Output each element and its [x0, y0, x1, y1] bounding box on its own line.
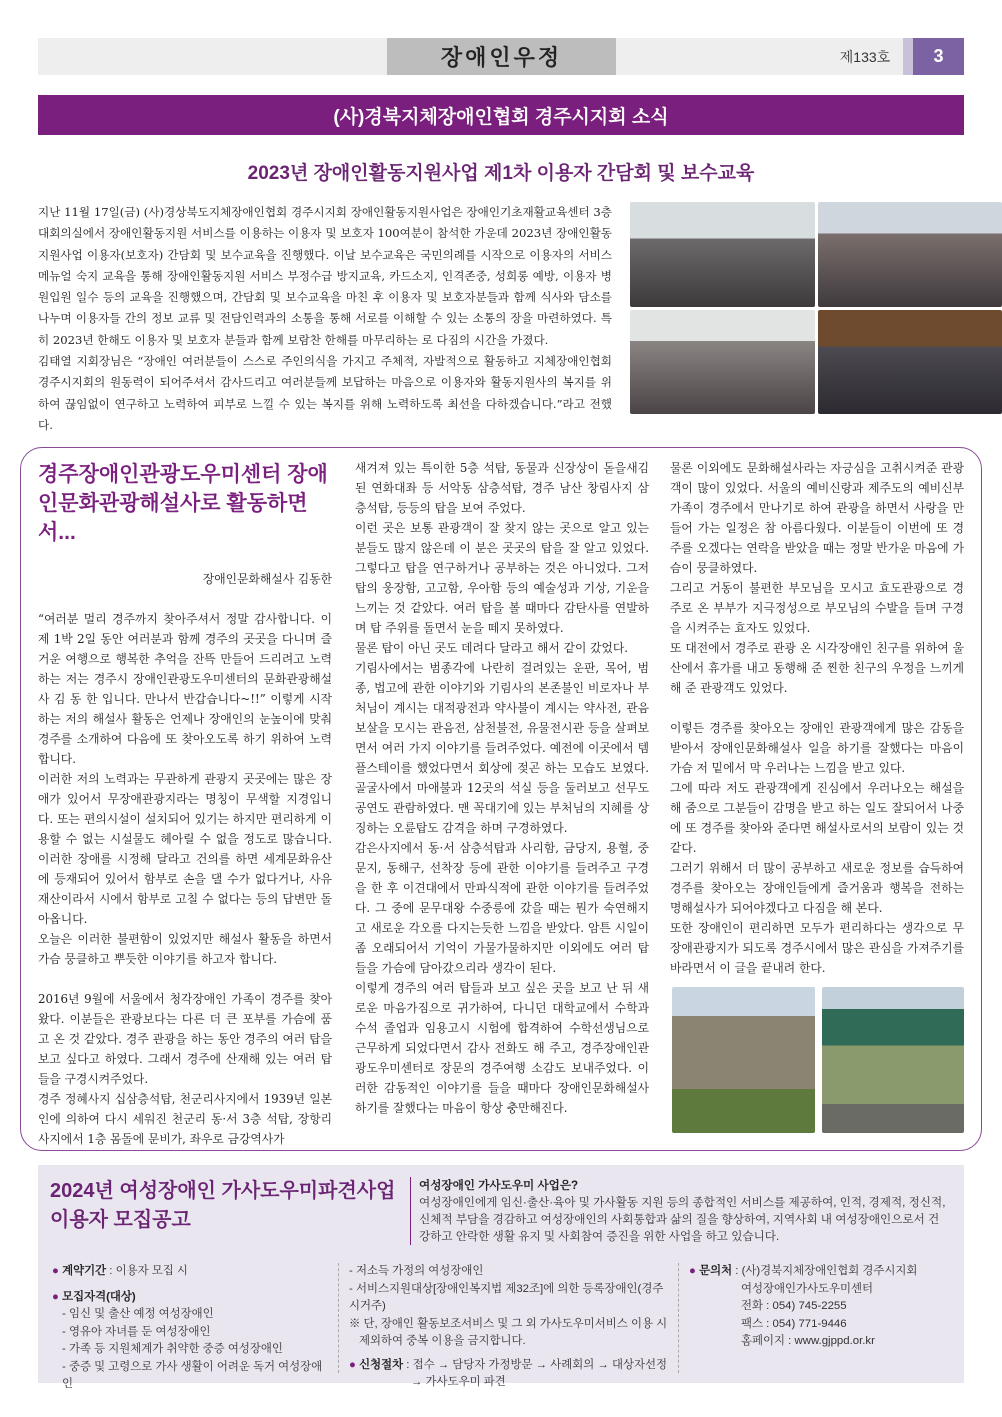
note: ※ 단, 장애인 활동보조서비스 및 그 외 가사도우미서비스 이용 시 [349, 1317, 668, 1330]
notice-intro [410, 1177, 950, 1245]
paragraph: 그리고 거동이 불편한 부모님을 모시고 효도관광으로 경주로 온 부부가 지극정성으로 부모님의 수발을 들며 구경을 시켜주는 효자도 있었다. [670, 581, 964, 635]
photo-meeting [630, 202, 815, 307]
column-1 [38, 458, 332, 1149]
section-banner: (사)경북지체장애인협회 경주시지회 소식 [38, 95, 964, 135]
intro-heading: 여성장애인 가사도우미 사업은? [419, 1179, 579, 1192]
paragraph: 기림사에서는 범종각에 나란히 걸려있는 운판, 목어, 범종, 법고에 관한 이야기와 기림사의 본존불인 비로자나 부처님이 계시는 대적광전과 약사불이 계시는 약사전, 관음보살을 모시는 관음전, 삼천불전, 유물전시관 등을 살펴보면서 여러 가지 이야기를 들려주었다. 예전에 이곳에서 템플스테이를 했었다면서 회상에 젖곤 하는 모습도 보였다. 골굴사에서 마애불과 12곳의 석실 등을 둘러보고 선무도 공연도 관람하였다. 맨 꼭대기에 있는 부처님의 지혜를 상징하는 오륜탑도 감격을 하며 구경하였다. [355, 661, 649, 835]
photo-temple-gate [822, 987, 965, 1133]
bullet-icon: ● [689, 1265, 696, 1277]
paragraph: 물론 탑이 아닌 곳도 데려다 달라고 해서 같이 갔었다. [355, 641, 629, 655]
photo-row [672, 987, 964, 1133]
list-item: - 임신 및 출산 예정 여성장애인 [62, 1308, 214, 1320]
bullet-icon: ● [349, 1358, 356, 1371]
list-item: - 저소득 가정의 여성장애인 [349, 1265, 484, 1277]
value: (사)경북지체장애인협회 경주시지회 [741, 1265, 918, 1277]
paragraph: 지난 11월 17일(금) (사)경상북도지체장애인협회 경주시지회 장애인활동지원사업은 장애인기초재활교육센터 3층 대회의실에서 장애인활동지원 서비스를 이용하는 이용자 및 보호자 100여분이 참석한 가운데 2023년 장애인활동지원사업 이용자(보호자) 간담회 및 보수교육을 진행했다. 이날 보수교육은 국민의례를 시작으로 이용자의 서비스 메뉴얼 숙지 교육을 통해 장애인활동지원 서비스 부정수급 방지교육, 카드소지, 인격존중, 성희롱 예방, 이용자 병원입원 일수 등의 교육을 진행했으며, 간담회 및 보수교육을 마친 후 이용자 및 보호자분들과 함께 식사와 담소를 나누며 이용자들 간의 정보 교류 및 전담인력과의 소통을 통해 서로를 이해할 수 있는 소통의 장을 마련하였다. 특히 2023년 한해도 이용자 및 보호자 분들과 함께 보람찬 한해를 마무리하는 로 다짐의 시간을 가졌다. [38, 205, 612, 347]
list-item: - 중증 및 고령으로 가사 생활이 어려운 독거 여성장애인 [62, 1360, 323, 1390]
article-title: 2023년 장애인활동지원사업 제1차 이용자 간담회 및 보수교육 [247, 163, 755, 184]
paragraph: 이러한 저의 노력과는 무관하게 관광지 곳곳에는 많은 장애가 있어서 무장애관광지라는 명칭이 무색할 지경입니다. 또는 편의시설이 설치되어 있기는 하지만 편리하게 이용할 수 없는 시설물도 헤아릴 수 없을 정도로 많습니다. 이러한 장애를 시정해 달라고 건의를 하면 세계문화유산에 등재되어 있어서 함부로 손을 댈 수가 없다거나, 사유재산이라서 시에서 함부로 고칠 수 없다는 등의 답변만 돌아옵니다. [38, 772, 332, 926]
paragraph: 또한 장애인이 편리하면 모두가 편리하다는 생각으로 무장애관광지가 되도록 경주시에서 많은 관심을 가져주기를 바라면서 이 글을 끝내려 한다. [670, 921, 964, 975]
photo-grid [630, 202, 1002, 414]
intro-text: 여성장애인에게 임신·출산·육아 및 가사활동 지원 등의 종합적인 서비스를 제공하여, 인적, 경제적, 정신적, 신체적 부담을 경감하고 여성장애인의 사회통합과 삶의 질을 향상하여, 지역사회 내 여성장애인으로서 건강하고 안락한 생활 유지 및 사회참여 증진을 위한 사업을 하고 있습니다. [419, 1196, 946, 1243]
homepage-link[interactable]: 홈페이지 : www.gjppd.or.kr [741, 1335, 875, 1347]
byline: 장애인문화해설사 김동한 [202, 572, 332, 586]
paragraph: 감은사지에서 동·서 삼층석탑과 사리함, 금당지, 용혈, 중문지, 동해구, 선착장 등에 관한 이야기를 들려주고 구경을 한 후 이견대에서 만파식적에 관한 이야기를 들려주었다. 그 중에 문무대왕 수중릉에 갔을 때는 뭔가 숙연해지고 새로운 각오를 다지는듯한 느낌을 받았다. 암튼 시일이 좀 오래되어서 기억이 가물가물하지만 이외에도 여러 탑들을 가슴에 담아갔으리라 생각이 된다. [355, 841, 649, 975]
notice-col-3: ● 문의처 : (사)경북지체장애인협회 경주시지회 여성장애인가사도우미센터 전화 : 054) 745-2255 팩스 : 054) 771-9446 홈페이지 : www.gjppd.or.kr [678, 1263, 948, 1373]
paragraph: 경주 정혜사지 십삼층석탑, 천군리사지에서 1939년 일본인에 의하여 다시 세워진 천군리 동·서 3층 석탑, 장항리사지에서 1층 몸돌에 문비가, 좌우로 금강역사가 [38, 1092, 332, 1146]
feature-title: 경주장애인관광도우미센터 장애인문화관광해설사로 활동하면서... [38, 463, 328, 544]
article-body [38, 202, 798, 436]
list-item: - 서비스지원대상[장애인복지법 제32조]에 의한 등록장애인(경주시거주) [349, 1282, 664, 1312]
phone: 전화 : 054) 745-2255 [741, 1300, 847, 1312]
paragraph: 그에 따라 저도 관광객에게 진심에서 우러나오는 해설을 해 줌으로 그분들이 감명을 받고 하는 일도 잘되어서 나중에 또 경주를 찾아와 준다면 해설사로서의 보람이 있는 것 같다. [670, 781, 964, 855]
photo-meeting [630, 310, 815, 415]
photo-stone-pagoda [672, 987, 815, 1133]
notice-col-1: ● 계약기간 : 이용자 모집 시 ● 모집자격(대상) - 임신 및 출산 예정 여성장애인 - 영유아 자녀를 둔 여성장애인 - 가족 등 지원체계가 취약한 중증 여성장애인 - 중증 및 고령으로 가사 생활이 어려운 독거 여성장애인 [52, 1263, 327, 1394]
notice-title-line: 이용자 모집공고 [50, 1209, 191, 1231]
paragraph: 또 대전에서 경주로 관광 온 시각장애인 친구를 위하여 울산에서 휴가를 내고 동행해 준 찐한 친구의 우정을 느끼게 해 준 관광객도 있었다. [670, 641, 964, 695]
paragraph: 새겨져 있는 특이한 5층 석탑, 동물과 신장상이 돋을새김 된 연화대좌 등 서악동 삼층석탑, 경주 남산 창림사지 삼층석탑, 등등의 탑을 보여 주었다. [355, 461, 649, 515]
issue-number: 제133호 [839, 48, 891, 65]
divider [903, 38, 913, 75]
photo-dinner [818, 310, 1002, 415]
column-2 [355, 458, 649, 1118]
paragraph: “여러분 멀리 경주까지 찾아주셔서 정말 감사합니다. 이제 1박 2일 동안 여러분과 함께 경주의 곳곳을 다니며 즐거운 여행으로 행복한 추억을 잔뜩 만들어 드리려고 노력하는 저는 경주시 장애인관광도우미센터의 문화관광해설사 김 동 한 입니다. 만나서 반갑습니다~!!” 이렇게 시작하는 저의 해설사 활동은 언제나 장애인의 눈높이에 맞춰 경주를 소개하여 다음에 또 찾아오도록 하기 위하여 노력합니다. [38, 612, 332, 766]
photo-meeting [818, 202, 1002, 307]
list-item: - 영유아 자녀를 둔 여성장애인 [62, 1325, 211, 1338]
fax: 팩스 : 054) 771-9446 [741, 1317, 847, 1330]
newsletter-logo: 장애인우정 [387, 38, 616, 75]
bullet-icon: ● [52, 1265, 59, 1277]
value: 여성장애인가사도우미센터 [741, 1282, 874, 1295]
paragraph: 그러기 위해서 더 많이 공부하고 새로운 정보를 습득하여 경주를 찾아오는 장애인들에게 즐거움과 행복을 전하는 명해설사가 되어야겠다고 다짐을 해 본다. [670, 861, 964, 915]
label: 문의처 [699, 1265, 733, 1277]
paragraph: 김태열 지회장님은 “장애인 여러분들이 스스로 주인의식을 가지고 주체적, 자발적으로 활동하고 지체장애인협회 경주시지회의 원동력이 되어주셔서 감사드리고 여러분들께 보답하는 마음으로 이용자와 활동지원사의 복지를 위하여 끊임없이 연구하고 노력하여 피부로 느낄 수 있는 복지를 위해 노력하도록 최선을 다하겠습니다.”라고 전했다. [38, 354, 612, 432]
notice-box [38, 1165, 964, 1390]
value: → 가사도우미 파견 [411, 1376, 506, 1388]
notice-col-2: - 저소득 가정의 여성장애인 - 서비스지원대상[장애인복지법 제32조]에 의한 등록장애인(경주시거주) ※ 단, 장애인 활동보조서비스 및 그 외 가사도우미서비스 이용 시 제외하여 중복 이용을 금지합니다. ● 신청절차 : 접수 → 담당자 가정방문 → 사례회의 → 대상자선정 → 가사도우미 파견 [338, 1263, 668, 1373]
label: 계약기간 [62, 1265, 107, 1277]
list-item: - 가족 등 지원체계가 취약한 중증 여성장애인 [62, 1343, 283, 1355]
notice-title [50, 1177, 395, 1235]
label: 모집자격(대상) [62, 1290, 136, 1303]
label: 신청절차 [359, 1358, 404, 1371]
value: 접수 → 담당자 가정방문 → 사례회의 → 대상자선정 [412, 1358, 667, 1371]
paragraph: 2016년 9월에 서울에서 청각장애인 가족이 경주를 찾아왔다. 이분들은 관광보다는 다른 더 큰 포부를 가슴에 품고 온 것 같았다. 경주 관광을 하는 동안 경주의 여러 탑을 보고 싶다고 하였다. 그래서 경주에 산재해 있는 여러 탑들을 구경시켜주었다. [38, 992, 332, 1086]
note: 제외하여 중복 이용을 금지합니다. [359, 1335, 526, 1347]
bullet-icon: ● [52, 1290, 59, 1303]
notice-title-line: 2024년 여성장애인 가사도우미파견사업 [50, 1180, 396, 1202]
value: 이용자 모집 시 [115, 1265, 188, 1277]
paragraph: 이렇든 경주를 찾아오는 장애인 관광객에게 많은 감동을 받아서 장애인문화해설사 일을 하기를 잘했다는 마음이 가슴 저 밑에서 막 우러나는 느낌을 받고 있다. [670, 721, 964, 775]
paragraph: 이런 곳은 보통 관광객이 잘 찾지 않는 곳으로 알고 있는 분들도 많지 않은데 이 분은 곳곳의 탑을 잘 알고 있었다. 그렇다고 탑을 연구하거나 공부하는 것은 아니었다. 그저 탑의 웅장함, 고고함, 우아함 등의 예술성과 기상, 기운을 느끼는 것 같았다. 여러 탑을 볼 때마다 감탄사를 연발하며 탑 주위를 돌면서 눈을 떼지 못하였다. [355, 521, 649, 635]
page-number: 3 [913, 38, 964, 75]
column-3 [670, 458, 964, 978]
paragraph: 오늘은 이러한 불편함이 있었지만 해설사 활동을 하면서 가슴 뭉클하고 뿌듯한 이야기를 하고자 합니다. [38, 932, 332, 966]
paragraph: 이렇게 경주의 여러 탑들과 보고 싶은 곳을 보고 난 뒤 새로운 마음가짐으로 귀가하여, 다니던 대학교에서 수학과 수석 졸업과 임용고시 시험에 합격하여 수학선생님으로 근무하게 되었다면서 감사 전화도 해 주고, 경주장애인관광도우미센터로 장문의 경주여행 소감도 보내주었다. 이러한 감동적인 이야기를 들을 때마다 장애인문화해설사 하기를 잘했다는 마음이 항상 충만해진다. [355, 981, 649, 1115]
paragraph: 물론 이외에도 문화해설사라는 자긍심을 고취시켜준 관광객이 많이 있었다. 서울의 예비신랑과 제주도의 예비신부 가족이 경주에서 만나기로 하여 관광을 하면서 사랑을 만들어 가는 일정은 참 아름다웠다. 이분들이 이번에 또 경주를 오겠다는 연락을 받았을 때는 정말 반가운 마음에 가슴이 뭉클하였다. [670, 461, 964, 575]
